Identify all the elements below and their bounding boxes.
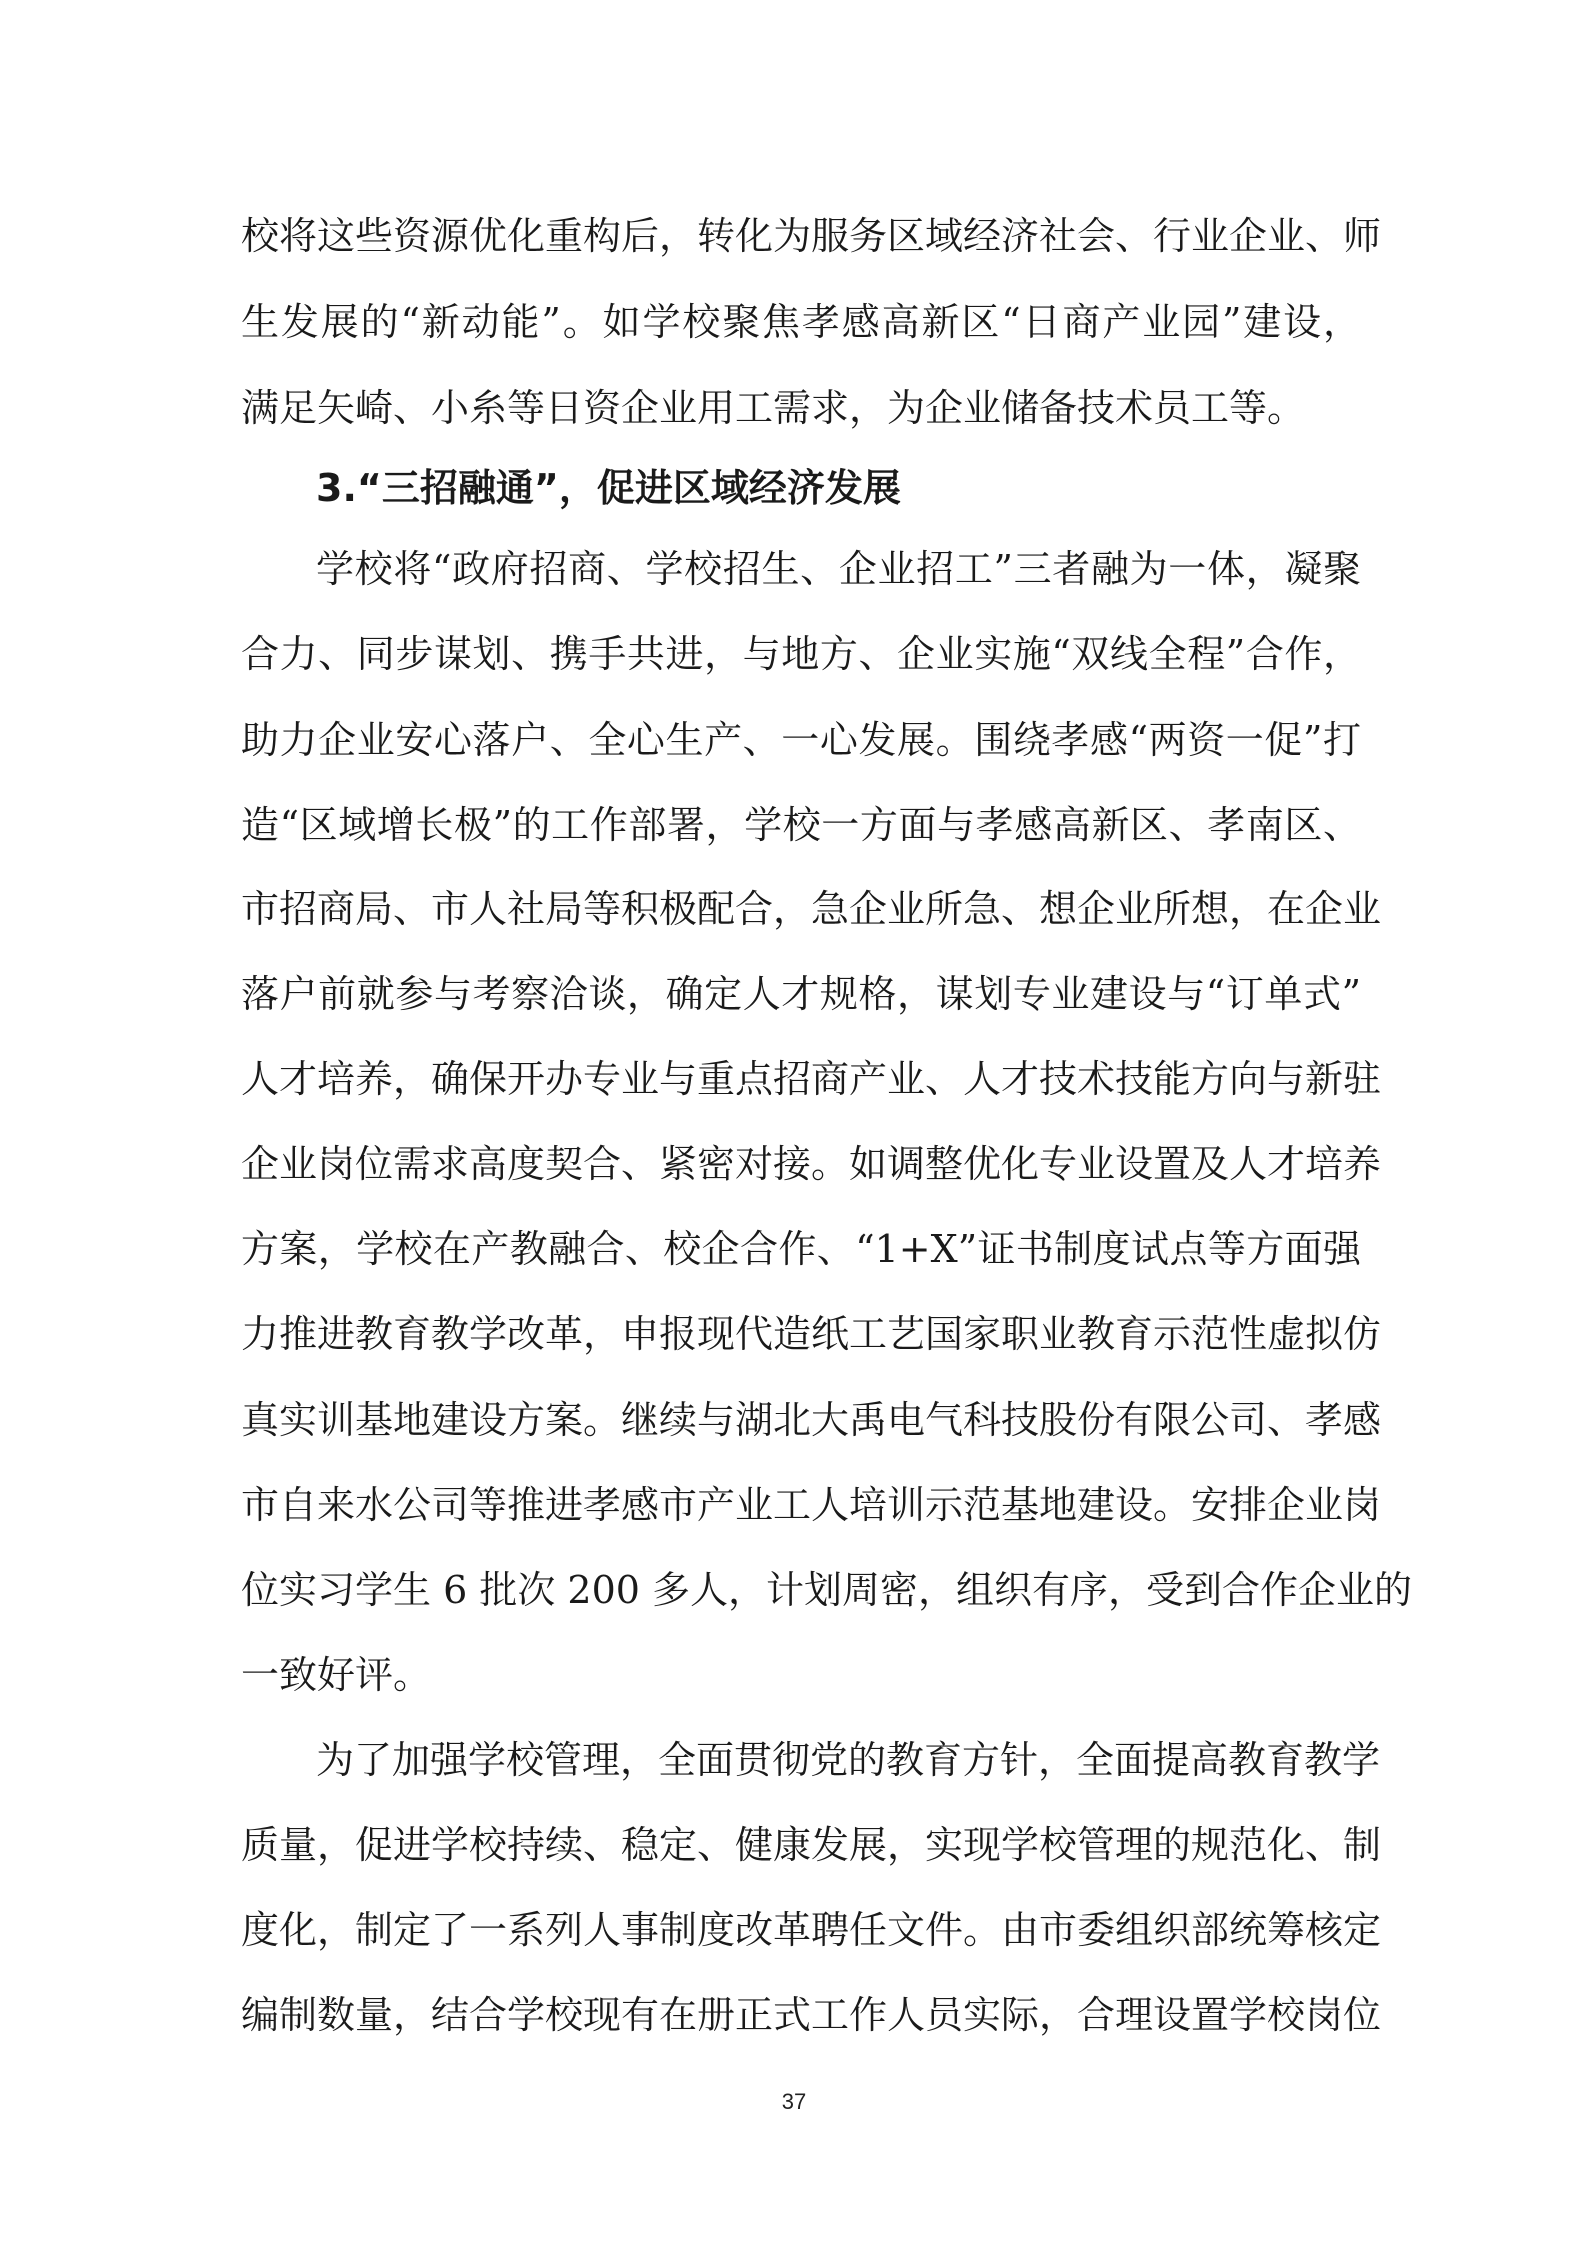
paragraph-line: 市招商局、市人社局等积极配合，急企业所急、想企业所想，在企业 — [241, 887, 1382, 931]
paragraph-line: 合力、同步谋划、携手共进，与地方、企业实施“双线全程”合作， — [241, 632, 1361, 676]
paragraph-line: 生发展的“新动能”。如学校聚焦孝感高新区“日商产业园”建设， — [241, 300, 1361, 344]
paragraph-line: 度化，制定了一系列人事制度改革聘任文件。由市委组织部统筹核定 — [241, 1908, 1382, 1952]
paragraph-line: 企业岗位需求高度契合、紧密对接。如调整优化专业设置及人才培养 — [241, 1142, 1382, 1186]
paragraph-line: 方案，学校在产教融合、校企合作、“1+X”证书制度试点等方面强 — [241, 1227, 1361, 1271]
paragraph-line: 人才培养，确保开办专业与重点招商产业、人才技术技能方向与新驻 — [241, 1057, 1382, 1101]
paragraph-line: 造“区域增长极”的工作部署，学校一方面与孝感高新区、孝南区、 — [241, 803, 1361, 847]
paragraph-line: 真实训基地建设方案。继续与湖北大禹电气科技股份有限公司、孝感 — [241, 1398, 1382, 1442]
paragraph-line: 市自来水公司等推进孝感市产业工人培训示范基地建设。安排企业岗 — [241, 1483, 1382, 1527]
paragraph-line: 为了加强学校管理，全面贯彻党的教育方针，全面提高教育教学 — [316, 1738, 1381, 1782]
paragraph-line: 位实习学生 6 批次 200 多人，计划周密，组织有序，受到合作企业的 — [241, 1568, 1413, 1612]
paragraph-line: 一致好评。 — [241, 1653, 432, 1697]
paragraph-line: 助力企业安心落户、全心生产、一心发展。围绕孝感“两资一促”打 — [241, 718, 1361, 762]
page-number: 37 — [781, 2089, 807, 2114]
section-heading: 3.“三招融通”，促进区域经济发展 — [316, 466, 901, 510]
paragraph-line: 学校将“政府招商、学校招生、企业招工”三者融为一体，凝聚 — [316, 547, 1361, 591]
paragraph-line: 满足矢崎、小糸等日资企业用工需求，为企业储备技术员工等。 — [241, 386, 1306, 430]
paragraph-line: 编制数量，结合学校现有在册正式工作人员实际，合理设置学校岗位 — [241, 1993, 1382, 2037]
paragraph-line: 力推进教育教学改革，申报现代造纸工艺国家职业教育示范性虚拟仿 — [241, 1312, 1382, 1356]
paragraph-line: 质量，促进学校持续、稳定、健康发展，实现学校管理的规范化、制 — [241, 1823, 1382, 1867]
paragraph-line: 落户前就参与考察洽谈，确定人才规格，谋划专业建设与“订单式” — [241, 972, 1361, 1016]
paragraph-line: 校将这些资源优化重构后，转化为服务区域经济社会、行业企业、师 — [241, 214, 1382, 258]
